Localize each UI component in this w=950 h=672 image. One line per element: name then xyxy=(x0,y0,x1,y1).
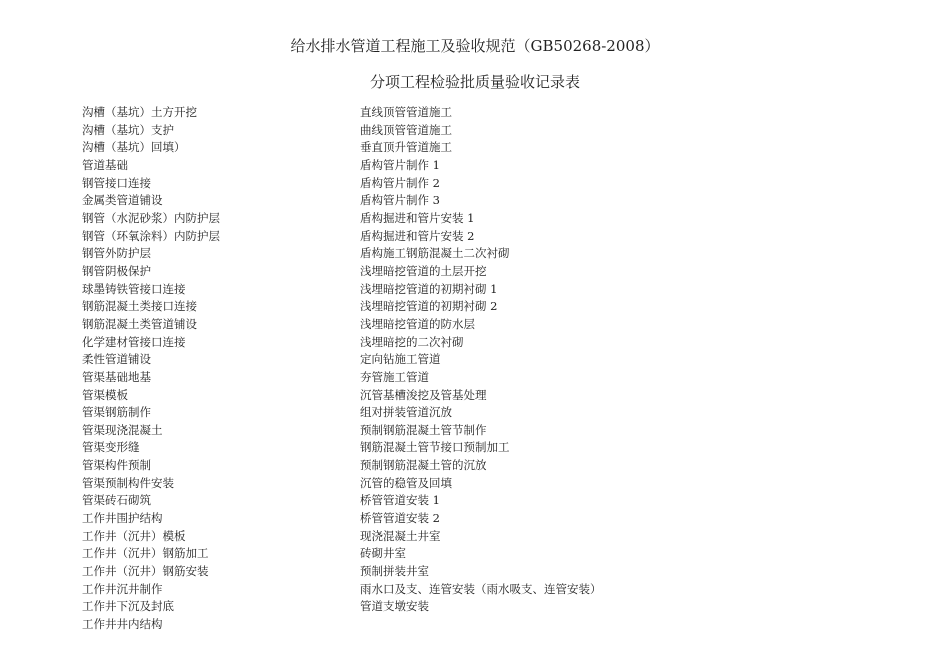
left-list-item: 钢筋混凝土类管道铺设 xyxy=(82,316,197,331)
page-title: 给水排水管道工程施工及验收规范（GB50268-2008） xyxy=(290,37,660,55)
left-list-item: 球墨铸铁管接口连接 xyxy=(82,281,186,296)
right-list-item: 浅埋暗挖管道的初期衬砌 1 xyxy=(360,281,498,296)
left-list-item: 工作井沉井制作 xyxy=(82,581,163,596)
right-list-item: 盾构掘进和管片安装 1 xyxy=(360,210,475,225)
right-list-item: 沉管基槽浚挖及管基处理 xyxy=(360,387,487,402)
right-list-item: 沉管的稳管及回填 xyxy=(360,475,452,490)
right-list-item: 组对拼装管道沉放 xyxy=(360,405,452,420)
left-list-item: 金属类管道铺设 xyxy=(82,193,163,208)
right-list-item: 桥管管道安装 2 xyxy=(360,511,440,526)
right-list-item: 砖砌井室 xyxy=(360,546,406,561)
left-list-item: 管渠钢筋制作 xyxy=(82,405,151,420)
left-list-item: 管渠现浇混凝土 xyxy=(82,422,163,437)
right-list-item: 预制钢筋混凝土管节制作 xyxy=(360,422,487,437)
left-list-item: 工作井（沉井）钢筋加工 xyxy=(82,546,209,561)
right-list-item: 浅埋暗挖管道的土层开挖 xyxy=(360,263,487,278)
left-item-list xyxy=(82,104,220,634)
right-list-item: 盾构管片制作 2 xyxy=(360,175,440,190)
right-list-item: 浅埋暗挖的二次衬砌 xyxy=(360,334,464,349)
right-list-item: 夯管施工管道 xyxy=(360,369,429,384)
right-list-item: 现浇混凝土井室 xyxy=(360,528,441,543)
left-list-item: 管渠模板 xyxy=(82,387,128,402)
page-subtitle: 分项工程检验批质量验收记录表 xyxy=(369,73,580,91)
left-list-item: 管渠构件预制 xyxy=(82,458,151,473)
right-list-item: 桥管管道安装 1 xyxy=(360,493,440,508)
right-list-item: 直线顶管管道施工 xyxy=(360,105,452,119)
left-list-item: 管渠预制构件安装 xyxy=(82,475,174,490)
left-list-item: 钢管外防护层 xyxy=(82,246,151,261)
right-list-item: 垂直顶升管道施工 xyxy=(360,140,452,155)
left-list-item: 钢管阴极保护 xyxy=(82,263,151,278)
right-list-item: 曲线顶管管道施工 xyxy=(360,122,452,137)
left-list-item: 管道基础 xyxy=(82,157,128,172)
right-list-item: 盾构施工钢筋混凝土二次衬砌 xyxy=(360,246,510,261)
left-list-item: 工作井（沉井）钢筋安装 xyxy=(82,564,209,579)
left-list-item: 钢管（环氧涂料）内防护层 xyxy=(82,228,220,243)
right-list-item: 钢筋混凝土管节接口预制加工 xyxy=(360,440,510,455)
left-list-item: 柔性管道铺设 xyxy=(82,352,151,367)
left-list-item: 管渠变形缝 xyxy=(82,440,140,455)
right-list-item: 雨水口及支、连管安装（雨水吸支、连管安装） xyxy=(360,581,602,596)
left-list-item: 工作井下沉及封底 xyxy=(82,599,174,614)
left-list-item: 沟槽（基坑）回填） xyxy=(82,140,186,155)
left-list-item: 化学建材管接口连接 xyxy=(82,334,186,349)
left-list-item: 钢筋混凝土类接口连接 xyxy=(82,299,197,314)
right-list-item: 管道支墩安装 xyxy=(360,599,429,614)
left-list-item: 沟槽（基坑）土方开挖 xyxy=(82,105,197,119)
right-list-item: 浅埋暗挖管道的初期衬砌 2 xyxy=(360,299,498,314)
right-list-item: 盾构管片制作 1 xyxy=(360,157,440,172)
right-list-item: 预制钢筋混凝土管的沉放 xyxy=(360,458,487,473)
left-list-item: 工作井（沉井）模板 xyxy=(82,528,186,543)
left-list-item: 工作井井内结构 xyxy=(82,617,163,632)
right-list-item: 盾构管片制作 3 xyxy=(360,193,440,208)
right-list-item: 预制拼装井室 xyxy=(360,564,429,579)
left-list-item: 管渠砖石砌筑 xyxy=(82,493,151,508)
left-list-item: 工作井围护结构 xyxy=(82,511,163,526)
right-list-item: 浅埋暗挖管道的防水层 xyxy=(360,316,475,331)
left-list-item: 沟槽（基坑）支护 xyxy=(82,122,174,137)
right-list-item: 盾构掘进和管片安装 2 xyxy=(360,228,475,243)
right-list-item: 定向钻施工管道 xyxy=(360,352,441,367)
left-list-item: 管渠基础地基 xyxy=(82,369,151,384)
left-list-item: 钢管（水泥砂浆）内防护层 xyxy=(82,210,220,225)
left-list-item: 钢管接口连接 xyxy=(82,175,151,190)
right-item-list xyxy=(360,104,602,616)
